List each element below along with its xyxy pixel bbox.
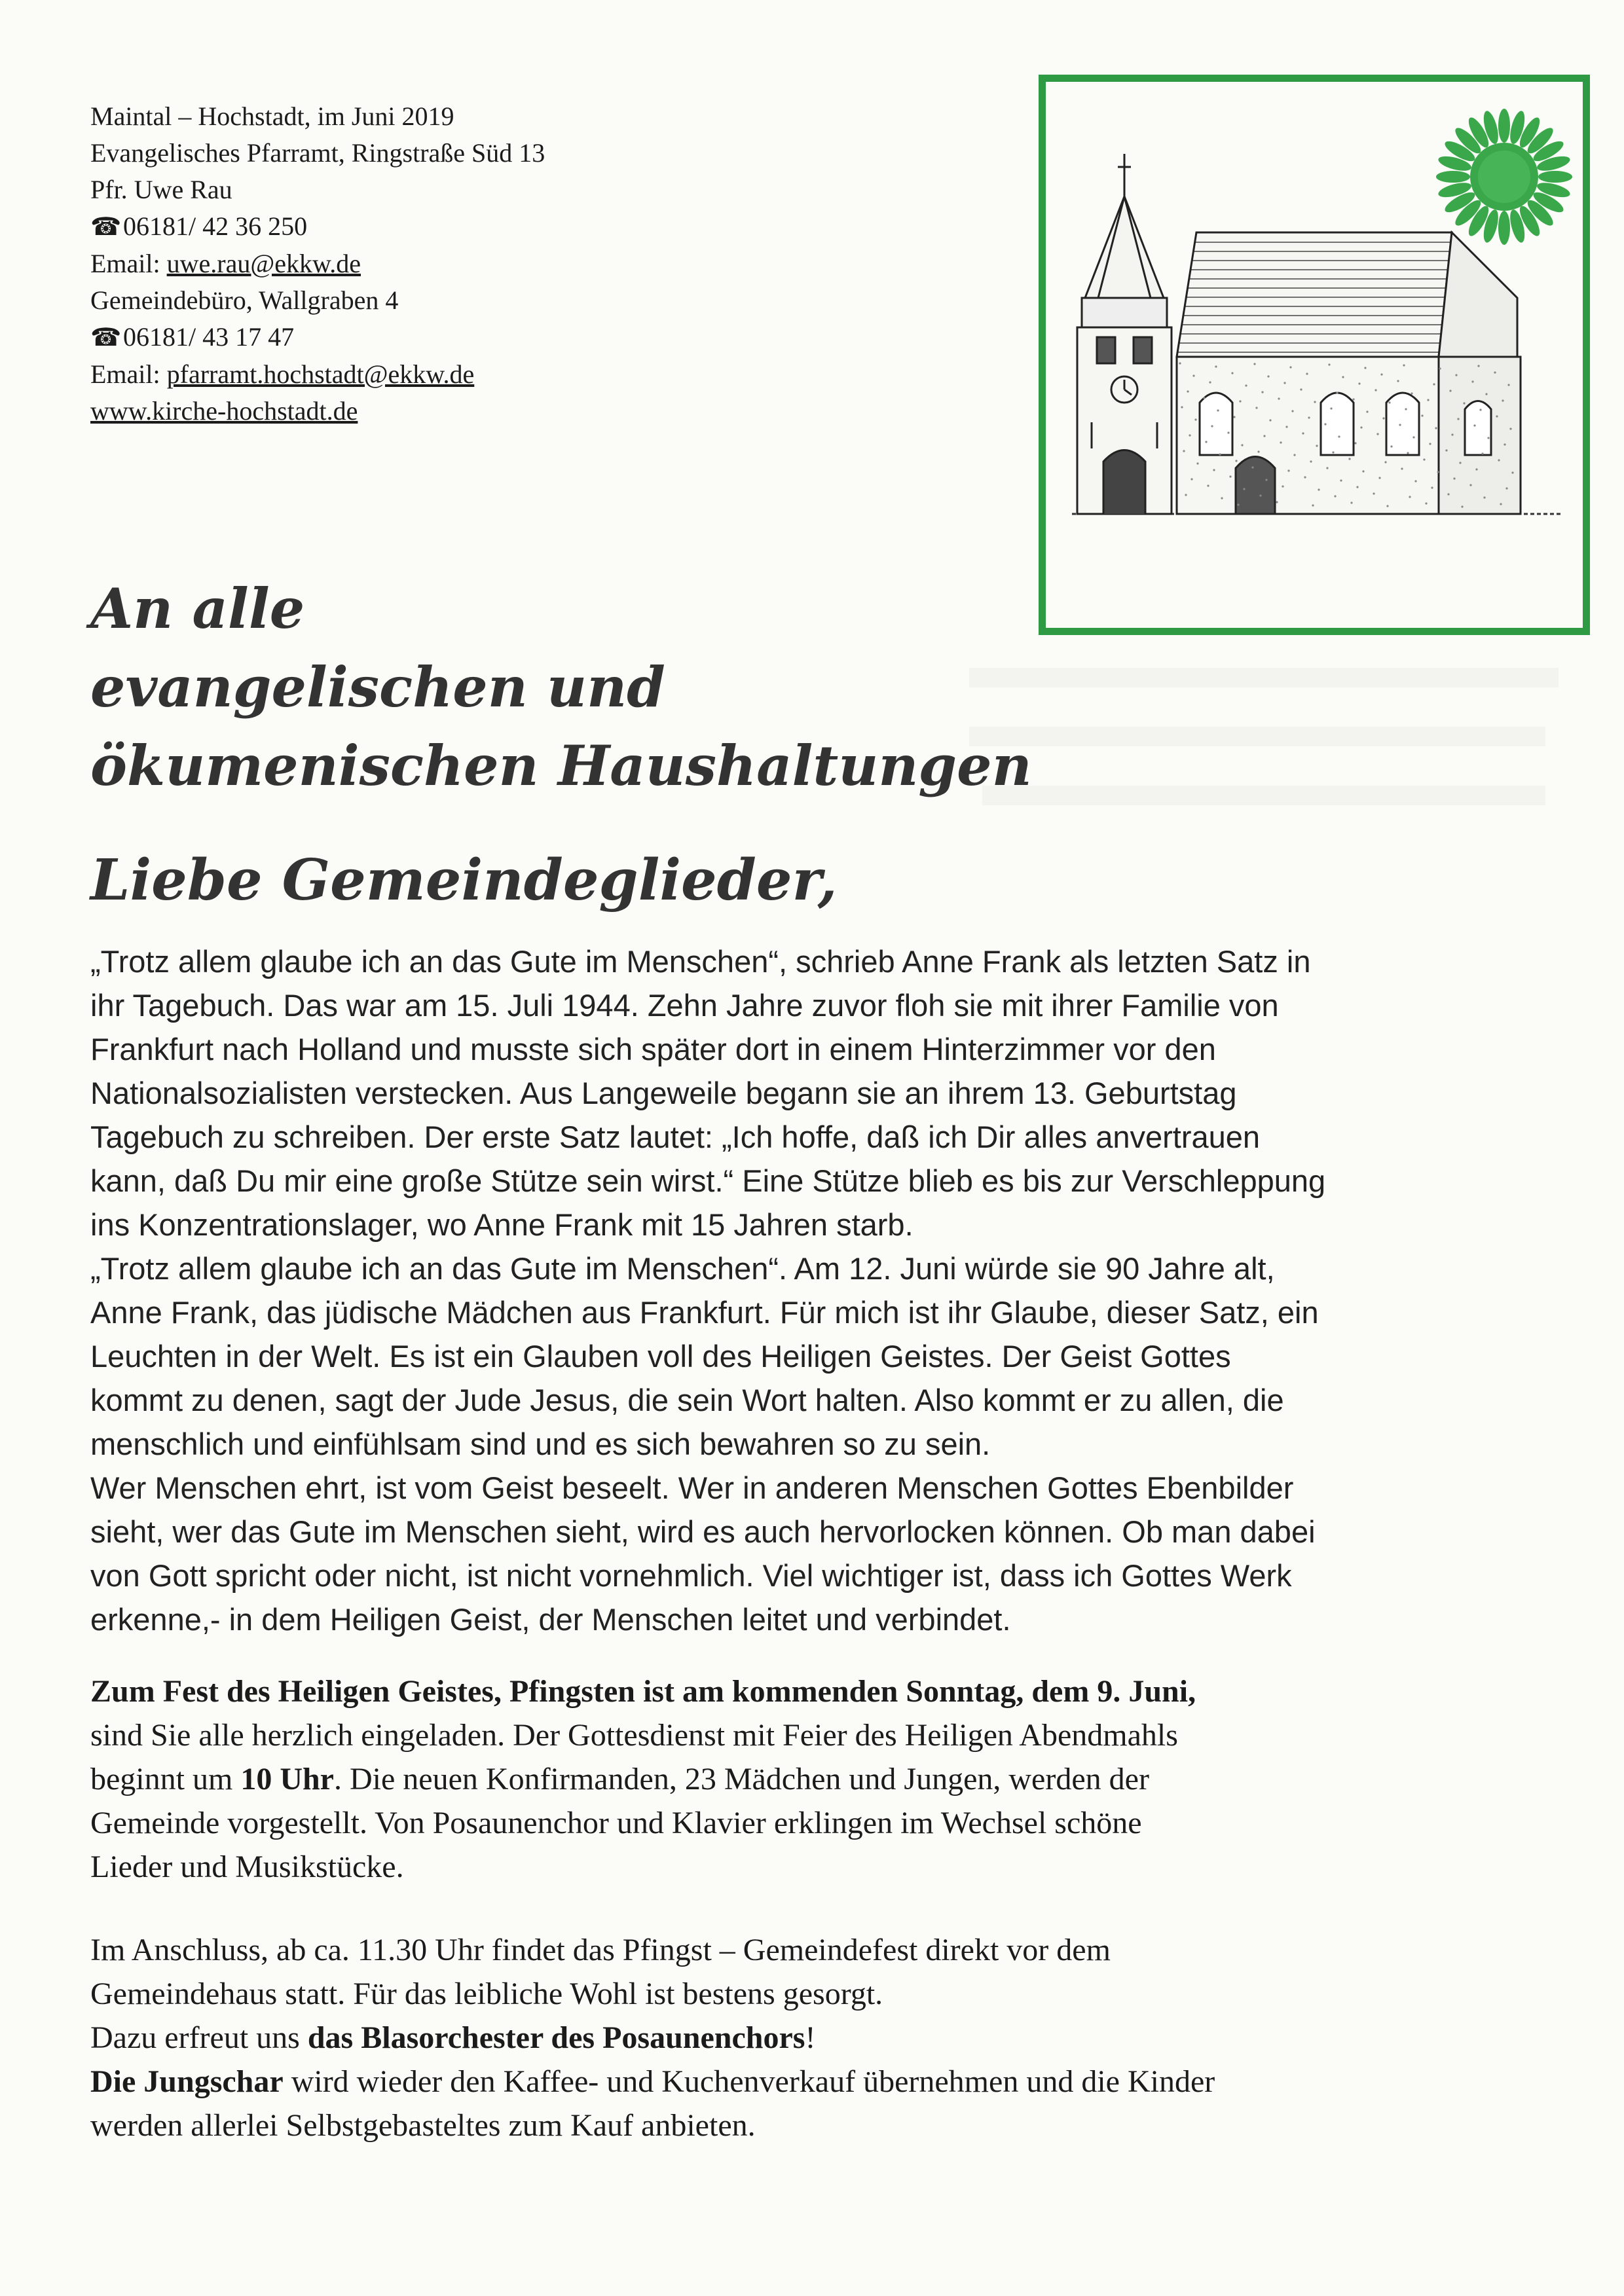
- body-line: ihr Tagebuch. Das war am 15. Juli 1944. Zehn Jahre zuvor floh sie mit ihrer Familie von: [90, 988, 1279, 1023]
- website-link[interactable]: www.kirche-hochstadt.de: [90, 396, 358, 426]
- body-line: von Gott spricht oder nicht, ist nicht vornehmlich. Viel wichtiger ist, dass ich Gottes Werk: [90, 1558, 1292, 1593]
- youth-group: Die Jungschar: [90, 2064, 284, 2099]
- invitation-line: Gemeinde vorgestellt. Von Posaunenchor und Klavier erklingen im Wechsel schöne: [90, 1806, 1142, 1840]
- letter-body: [90, 939, 1557, 1641]
- phone-line-1: [90, 208, 942, 246]
- body-line: kommt zu denen, sagt der Jude Jesus, die sein Wort halten. Also kommt er zu allen, die: [90, 1383, 1284, 1417]
- festival-line: Im Anschluss, ab ca. 11.30 Uhr findet das Pfingst – Gemeindefest direkt vor dem: [90, 1933, 1111, 1967]
- body-line: menschlich und einfühlsam sind und es sich bewahren so zu sein.: [90, 1427, 991, 1461]
- festival-line: [90, 2016, 1557, 2060]
- invitation-line: [90, 1669, 1557, 1713]
- invitation-line: [90, 1757, 1557, 1801]
- salutation: Liebe Gemeindeglieder,: [90, 847, 838, 913]
- email-line-2: [90, 356, 942, 393]
- email-link-2[interactable]: pfarramt.hochstadt@ekkw.de: [166, 359, 475, 389]
- email-line-1: [90, 246, 942, 282]
- invitation-text: beginnt um: [90, 1762, 241, 1796]
- email-label-1: Email:: [90, 249, 167, 278]
- headline-line-1: An alle: [90, 576, 305, 641]
- headline: [90, 570, 1073, 805]
- body-line: Anne Frank, das jüdische Mädchen aus Frankfurt. Für mich ist ihr Glaube, dieser Satz, ein: [90, 1295, 1319, 1330]
- body-line: sieht, wer das Gute im Menschen sieht, wird es auch hervorlocken können. Ob man dabei: [90, 1514, 1316, 1549]
- pastor-name: Pfr. Uwe Rau: [90, 175, 232, 204]
- festival-text: !: [805, 2020, 816, 2055]
- church-illustration: [1046, 82, 1583, 628]
- church-emblem: [1039, 75, 1590, 635]
- invitation-line: Lieder und Musikstücke.: [90, 1850, 404, 1884]
- parish-office-address: Gemeindebüro, Wallgraben 4: [90, 285, 399, 315]
- festival-line: werden allerlei Selbstgebasteltes zum Kauf anbieten.: [90, 2108, 756, 2143]
- telephone-icon: ☎: [90, 213, 122, 241]
- phone-number-2: 06181/ 43 17 47: [123, 322, 295, 352]
- body-line: Leuchten in der Welt. Es ist ein Glauben voll des Heiligen Geistes. Der Geist Gottes: [90, 1339, 1231, 1374]
- body-line: Wer Menschen ehrt, ist vom Geist beseelt. Wer in anderen Menschen Gottes Ebenbilder: [90, 1470, 1294, 1505]
- festival-line: Gemeindehaus statt. Für das leibliche Wohl ist bestens gesorgt.: [90, 1977, 883, 2011]
- parish-festival-notice: [90, 1928, 1557, 2147]
- phone-line-2: [90, 319, 942, 356]
- festival-text: Dazu erfreut uns: [90, 2020, 308, 2055]
- email-label-2: Email:: [90, 359, 167, 389]
- headline-line-2: evangelischen und: [90, 655, 665, 720]
- body-line: Frankfurt nach Holland und musste sich später dort in einem Hinterzimmer vor den: [90, 1032, 1216, 1066]
- office-address: Evangelisches Pfarramt, Ringstraße Süd 13: [90, 138, 545, 168]
- invitation-text: . Die neuen Konfirmanden, 23 Mädchen und Jungen, werden der: [333, 1762, 1149, 1796]
- body-line: erkenne,- in dem Heiligen Geist, der Menschen leitet und verbindet.: [90, 1602, 1011, 1637]
- telephone-icon: ☎: [90, 324, 122, 352]
- invitation-line: sind Sie alle herzlich eingeladen. Der Gottesdienst mit Feier des Heiligen Abendmahls: [90, 1718, 1178, 1753]
- body-line: Tagebuch zu schreiben. Der erste Satz lautet: „Ich hoffe, daß ich Dir alles anvertrauen: [90, 1120, 1261, 1154]
- phone-number-1: 06181/ 42 36 250: [123, 211, 308, 241]
- body-line: Nationalsozialisten verstecken. Aus Langeweile begann sie an ihrem 13. Geburtstag: [90, 1076, 1237, 1110]
- service-time: 10 Uhr: [240, 1762, 334, 1796]
- place-date: Maintal – Hochstadt, im Juni 2019: [90, 101, 454, 131]
- festival-line: [90, 2060, 1557, 2104]
- festival-text: wird wieder den Kaffee- und Kuchenverkauf übernehmen und die Kinder: [283, 2064, 1215, 2099]
- sun-icon: [1436, 109, 1572, 245]
- body-line: „Trotz allem glaube ich an das Gute im Menschen“. Am 12. Juni würde sie 90 Jahre alt,: [90, 1251, 1275, 1286]
- body-line: ins Konzentrationslager, wo Anne Frank mit 15 Jahren starb.: [90, 1207, 913, 1242]
- pentecost-invitation: [90, 1669, 1557, 1889]
- body-line: kann, daß Du mir eine große Stütze sein wirst.“ Eine Stütze blieb es bis zur Verschleppung: [90, 1163, 1326, 1198]
- invitation-bold: Zum Fest des Heiligen Geistes, Pfingsten ist am kommenden Sonntag, dem 9. Juni,: [90, 1674, 1196, 1709]
- email-link-1[interactable]: uwe.rau@ekkw.de: [166, 249, 361, 278]
- body-line: „Trotz allem glaube ich an das Gute im Menschen“, schrieb Anne Frank als letzten Satz in: [90, 944, 1311, 979]
- headline-line-3: ökumenischen Haushaltungen: [90, 733, 1032, 798]
- letterhead: [90, 98, 942, 429]
- brass-band: das Blasorchester des Posaunenchors: [307, 2020, 805, 2055]
